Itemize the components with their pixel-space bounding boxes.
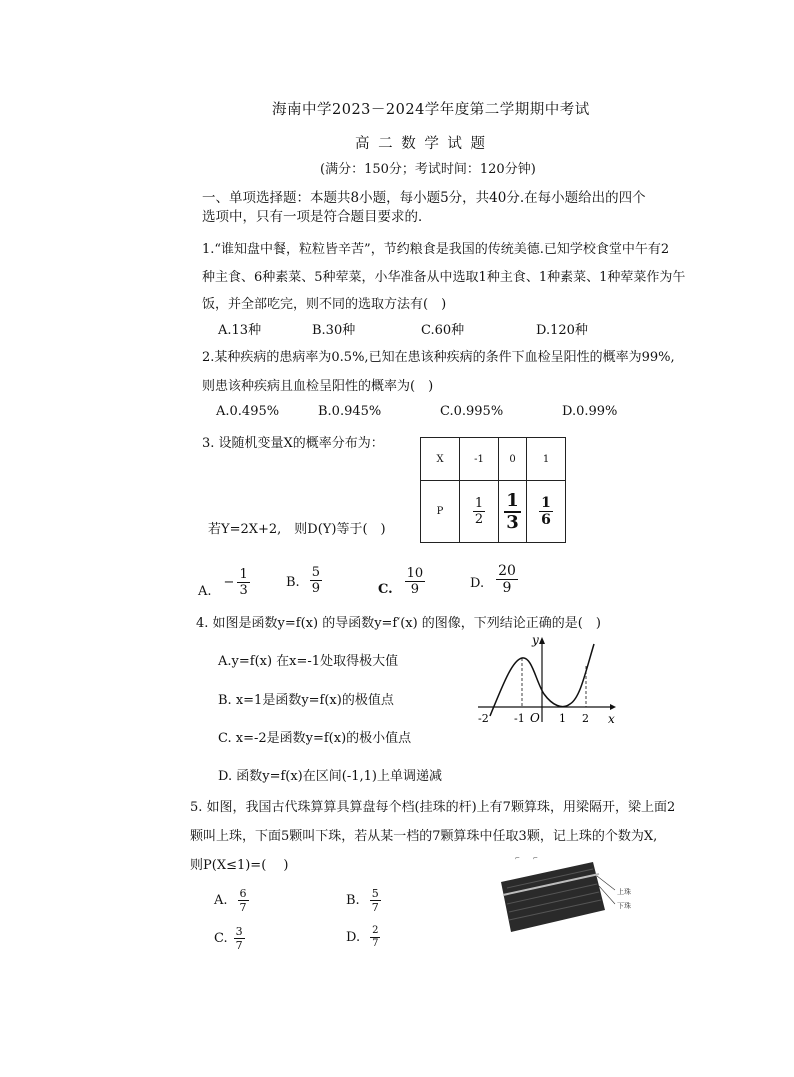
- y-axis-label: y: [532, 633, 539, 647]
- q5-option-c: C. $\frac{3}{7}$: [214, 925, 243, 952]
- q1-line1: 1.“谁知盘中餐，粒粒皆辛苦”，节约粮食是我国的传统美德.已知学校食堂中午有2: [202, 242, 670, 257]
- fraction: $\frac{1}{3}$: [506, 489, 519, 533]
- tick-label: 1: [559, 712, 566, 725]
- q5-option-d: D. $\frac{2}{7}$: [346, 925, 379, 949]
- tick-label: 2: [582, 712, 589, 725]
- fraction: $\frac{1}{3}$: [239, 567, 248, 598]
- q3-option-b: B. $\frac{5}{9}$: [286, 565, 320, 596]
- label-pointer: [597, 876, 615, 890]
- table-cell-p-value: [460, 481, 499, 543]
- q4-line1: 4. 如图是函数y=f(x) 的导函数y=f′(x) 的图像，下列结论正确的是( ): [196, 616, 601, 631]
- q1-option-c: C.60种: [421, 323, 465, 338]
- table-cell-x-header: X: [421, 438, 460, 481]
- abacus-mark: ⌐: [533, 855, 539, 862]
- section-heading-line1: 一、单项选择题：本题共8小题，每小题5分，共40分.在每小题给出的四个: [202, 190, 646, 206]
- q5-line1: 5. 如图，我国古代珠算算具算盘每个档(挂珠的杆)上有7颗算珠，用梁隔开，梁上面2: [190, 800, 676, 815]
- q3-option-c: C. $\frac{10}{9}$: [378, 566, 424, 597]
- q2-option-c: C.0.995%: [440, 404, 504, 419]
- q1-option-d: D.120种: [536, 323, 588, 338]
- table-cell-p-value: [499, 481, 527, 543]
- exam-subtitle: 高 二 数 学 试 题: [355, 136, 488, 152]
- fraction: $\frac{5}{9}$: [311, 565, 320, 596]
- q5-line3: 则P(X≤1)=( ): [190, 858, 289, 873]
- section-heading-line2: 选项中，只有一项是符合题目要求的．: [202, 209, 432, 225]
- q1-line2: 种主食、6种素菜、5种荤菜，小华准备从中选取1种主食、1种素菜、1种荤菜作为午: [202, 270, 686, 285]
- q5-option-b: B. $\frac{5}{7}$: [346, 887, 379, 914]
- derivative-graph: [470, 632, 620, 727]
- abacus-image: [493, 852, 643, 937]
- q5-option-a: A. $\frac{6}{7}$: [214, 887, 247, 914]
- fraction: $\frac{3}{7}$: [235, 925, 243, 952]
- abacus-label-lower: 下珠: [617, 902, 631, 910]
- q4-option-a: A.y=f(x) 在x=-1处取得极大值: [218, 654, 399, 669]
- q2-option-a: A.0.495%: [216, 404, 280, 419]
- exam-title: 海南中学2023－2024学年度第二学期期中考试: [272, 102, 590, 118]
- x-axis-arrow: [610, 704, 616, 710]
- table-cell-p-value: [527, 481, 566, 543]
- fraction: $\frac{10}{9}$: [406, 566, 424, 597]
- q4-option-c: C. x=-2是函数y=f(x)的极小值点: [218, 731, 412, 746]
- fraction: $\frac{5}{7}$: [371, 887, 379, 914]
- fraction: $\frac{20}{9}$: [498, 563, 516, 596]
- fraction: $\frac{2}{7}$: [372, 925, 379, 949]
- tick-label: -2: [478, 712, 489, 725]
- abacus-mark: ⌐: [515, 855, 521, 862]
- probability-distribution-table: [420, 437, 566, 543]
- tick-label: -1: [514, 712, 525, 725]
- q1-line3: 饭，并全部吃完，则不同的选取方法有( ): [202, 297, 447, 312]
- q2-option-b: B.0.945%: [318, 404, 382, 419]
- q3-line1: 3. 设随机变量X的概率分布为：: [202, 436, 384, 451]
- q1-option-a: A.13种: [218, 323, 262, 338]
- q2-option-d: D.0.99%: [562, 404, 618, 419]
- fraction: $\frac{1}{6}$: [541, 495, 551, 528]
- fraction: $\frac{1}{2}$: [474, 496, 484, 527]
- q3-option-a: A. − $\frac{1}{3}$: [198, 567, 248, 599]
- table-cell-x-value: 0: [499, 438, 527, 481]
- q1-option-b: B.30种: [312, 323, 356, 338]
- tick-label: O: [530, 711, 540, 725]
- abacus-label-upper: 上珠: [617, 888, 631, 896]
- table-cell-x-value: 1: [527, 438, 566, 481]
- abacus-frame: [501, 862, 605, 932]
- table-cell-x-value: -1: [460, 438, 499, 481]
- q4-option-b: B. x=1是函数y=f(x)的极值点: [218, 693, 394, 708]
- table-cell-p-header: P: [421, 481, 460, 543]
- q3-question: 若Y=2X+2, 则D(Y)等于( ): [208, 522, 386, 537]
- fraction: $\frac{6}{7}$: [239, 887, 247, 914]
- q2-line2: 则患该种疾病且血检呈阳性的概率为( ): [202, 379, 434, 394]
- q3-option-d: D. $\frac{20}{9}$: [470, 563, 516, 596]
- exam-meta: (满分：150分；考试时间：120分钟): [320, 162, 536, 177]
- q5-line2: 颗叫上珠，下面5颗叫下珠，若从某一档的7颗算珠中任取3颗，记上珠的个数为X,: [190, 829, 658, 844]
- q4-option-d: D. 函数y=f(x)在区间(-1,1)上单调递减: [218, 769, 442, 784]
- x-axis-label: x: [608, 712, 615, 726]
- q2-line1: 2.某种疾病的患病率为0.5%,已知在患该种疾病的条件下血检呈阳性的概率为99%,: [202, 350, 675, 365]
- y-axis-arrow: [539, 637, 545, 644]
